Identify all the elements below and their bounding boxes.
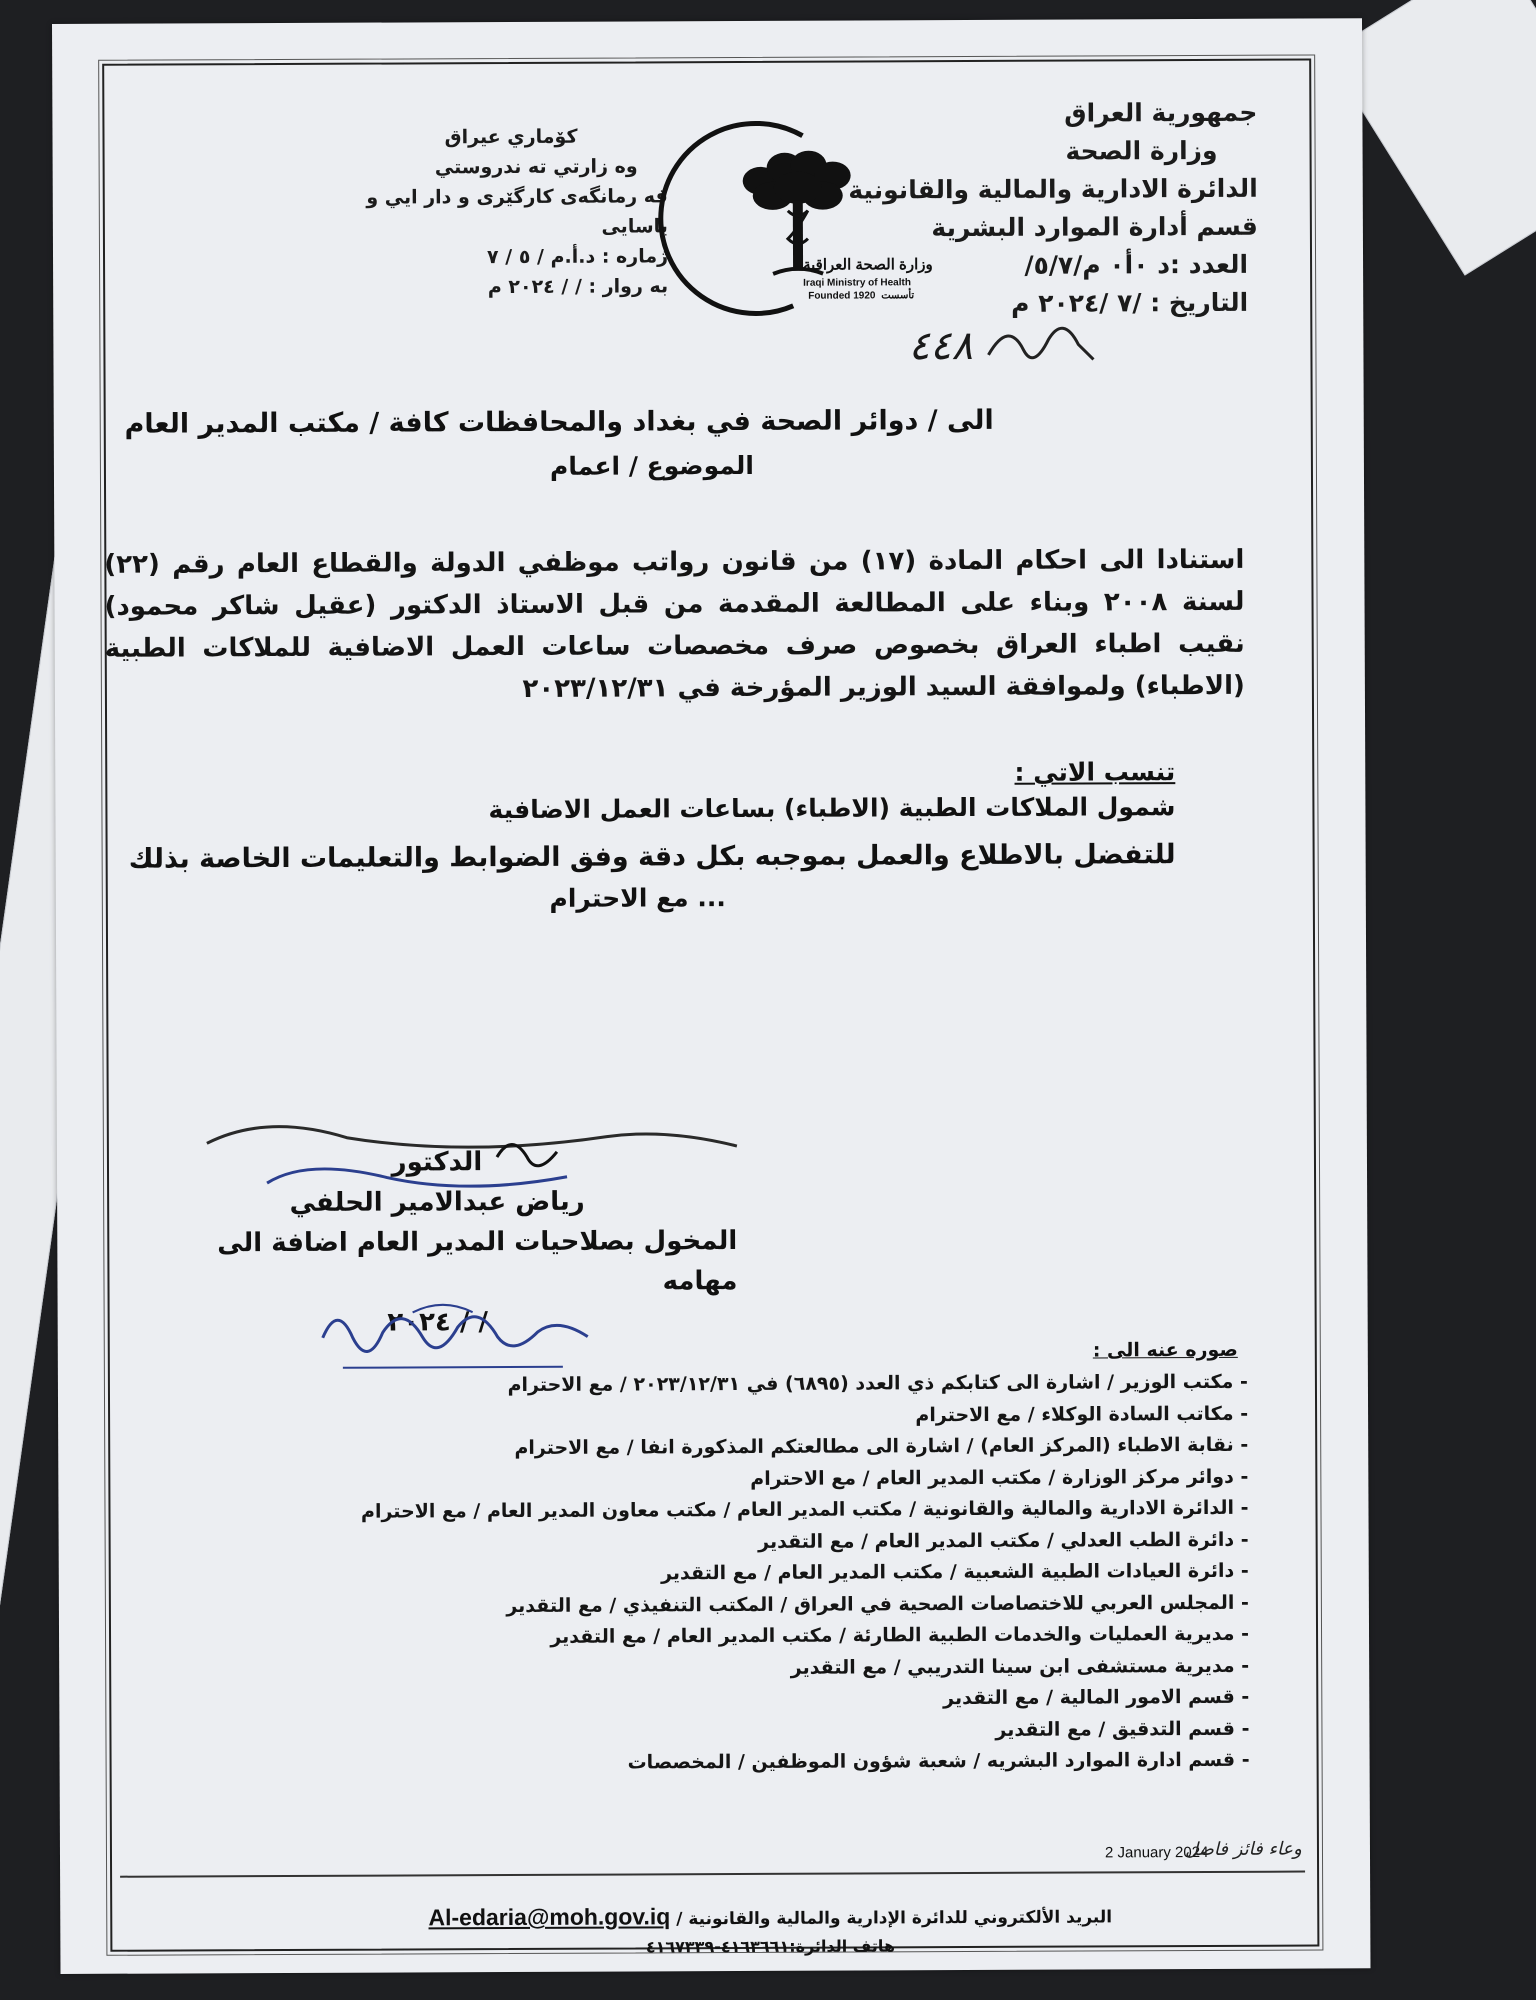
- handwritten-number: ٤٤٨: [908, 322, 973, 370]
- document-page: [52, 18, 1370, 1974]
- footer-date: 2 January 2024: [1104, 1843, 1209, 1862]
- footer-phone: هاتف الدائرة:٤١٦٣٦٦١-٤١٦٧٣٣٩: [645, 1936, 895, 1957]
- signature-date: / / ٢٠٢٤: [387, 1307, 489, 1338]
- list-item: - قسم الامور المالية / مع التقدير: [349, 1682, 1249, 1717]
- header-left: [307, 121, 668, 303]
- list-item: - نقابة الاطباء (المركز العام) / اشارة الى مطالعتكم المذكورة انفا / مع الاحترام: [348, 1430, 1248, 1465]
- recipient-line: الى / دوائر الصحة في بغداد والمحافظات كافة / مكتب المدير العام: [124, 404, 994, 440]
- list-item: - مديرية مستشفى ابن سينا التدريبي / مع التقدير: [349, 1650, 1249, 1685]
- footer-email-line: [420, 1901, 1120, 1931]
- handwritten-scribble-icon: [983, 314, 1103, 375]
- list-item: - دوائر مركز الوزارة / مكتب المدير العام / مع الاحترام: [348, 1461, 1248, 1496]
- country-name-kurdish: كۆماري عيراق: [444, 125, 578, 149]
- list-item: - مكاتب السادة الوكلاء / مع الاحترام: [348, 1398, 1248, 1433]
- subject-line: الموضوع / اعمام: [549, 450, 754, 481]
- email-link[interactable]: Al-edaria@moh.gov.iq: [428, 1903, 671, 1931]
- copies-heading: صوره عنه الى :: [1092, 1338, 1238, 1362]
- list-item: - قسم ادارة الموارد البشريه / شعبة شؤون الموظفين / المخصصات: [350, 1745, 1250, 1780]
- list-item: - دائرة الطب العدلي / مكتب المدير العام / مع التقدير: [349, 1524, 1249, 1559]
- list-item: - قسم التدقيق / مع التقدير: [349, 1713, 1249, 1748]
- signatory-name: رياض عبدالامير الحلفي: [289, 1186, 585, 1218]
- closing-instruction: للتفضل بالاطلاع والعمل بموجبه بكل دقة وفق الضوابط والتعليمات الخاصة بذلك: [128, 839, 1176, 875]
- signatory-role: المخول بصلاحيات المدير العام اضافة الى مهامه: [217, 1226, 738, 1297]
- body-paragraph: استنادا الى احكام المادة (١٧) من قانون رواتب موظفي الدولة والقطاع العام رقم (٢٢) لسنة ٢٠٠٨ وبناء على المطالعة المقدمة من قبل الاستاذ الدكتور (عقيل شاكر محمود) نقيب اطباء العراق بخصوص صرف مخصصات ساعات العمل الاضافية للملاكات الطبية (الاطباء) ولموافقة السيد الوزير المؤرخة في ٢٠٢٣/١٢/٣١: [104, 544, 1245, 704]
- ministry-name: وزارة الصحة: [1065, 135, 1218, 166]
- ministry-logo: [652, 115, 953, 326]
- signatory-title: الدكتور: [391, 1147, 483, 1178]
- list-item: - الدائرة الادارية والمالية والقانونية / مكتب المدير العام / مكتب معاون المدير العام / مع الاحترام: [348, 1493, 1248, 1528]
- logo-founded-arabic: تأسست: [881, 290, 915, 302]
- logo-arabic-text: وزارة الصحة العراقية: [803, 256, 933, 274]
- list-item: - دائرة العيادات الطبية الشعبية / مكتب المدير العام / مع التقدير: [349, 1556, 1249, 1591]
- country-name: جمهورية العراق: [1064, 97, 1258, 128]
- list-item: - مكتب الوزير / اشارة الى كتابكم ذي العدد (٦٨٩٥) في ٢٠٢٣/١٢/٣١ / مع الاحترام: [348, 1367, 1248, 1402]
- reference-number-kurdish: ژماره : د.أ.م / ٥ / ٧: [486, 245, 669, 269]
- ministry-name-kurdish: وه زارتي ته ندروستي: [434, 155, 638, 179]
- footer-handwritten-initials: وعاء فائز فاضل: [1184, 1838, 1302, 1861]
- decision-item: شمول الملاكات الطبية (الاطباء) بساعات العمل الاضافية: [488, 792, 1176, 825]
- email-label: البريد الألكتروني للدائرة الإدارية والمالية والقانونية /: [676, 1907, 1113, 1930]
- list-item: - مديرية العمليات والخدمات الطبية الطارئة / مكتب المدير العام / مع التقدير: [349, 1619, 1249, 1654]
- section-name: قسم أدارة الموارد البشرية: [931, 211, 1258, 243]
- decision-heading: تنسب الاتي :: [1014, 757, 1176, 787]
- logo-founded-text: Founded 1920: [808, 290, 876, 302]
- document-date: التاريخ : /٧ /٢٠٢٤ م: [1011, 287, 1249, 318]
- date-kurdish: به روار : / / ٢٠٢٤ م: [487, 275, 669, 299]
- copies-list: [348, 1367, 1250, 1780]
- logo-english-text: Iraqi Ministry of Health: [803, 277, 911, 289]
- department-name: الدائرة الادارية والمالية والقانونية: [848, 173, 1258, 205]
- closing-regards: ... مع الاحترام: [549, 883, 726, 913]
- list-item: - المجلس العربي للاختصاصات الصحية في العراق / المكتب التنفيذي / مع التقدير: [349, 1587, 1249, 1622]
- department-name-kurdish: فه رمانگەی کارگێری و دار ايي و ياسايى: [366, 185, 668, 238]
- reference-number: العدد :د ٠أ٠ م/٥/٧/: [1024, 249, 1249, 280]
